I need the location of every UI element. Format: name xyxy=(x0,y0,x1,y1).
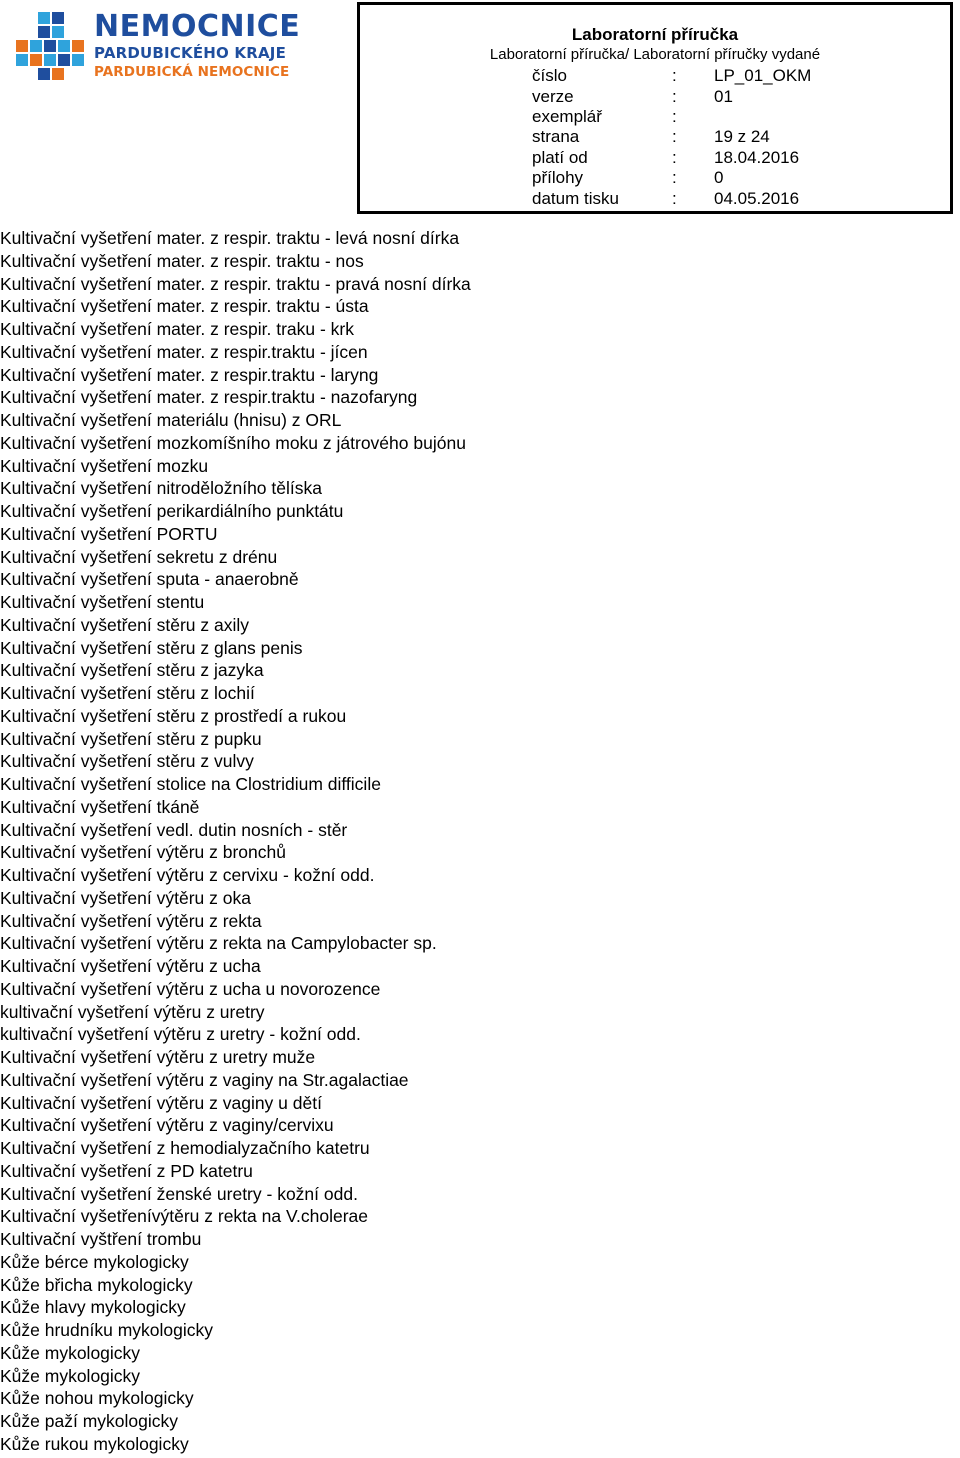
list-item: Kultivační vyšetření stěru z prostředí a rukou xyxy=(0,705,347,726)
list-item: Kultivační vyšetření stěru z axily xyxy=(0,614,249,635)
list-item: Kultivační vyšetření perikardiálního punktátu xyxy=(0,501,344,521)
list-item: Kultivační vyšetření stěru z lochií xyxy=(0,683,255,703)
list-item: Kultivační vyšetření výtěru z cervixu - kožní odd. xyxy=(0,865,375,885)
list-item: Kultivační vyšetření stěru z glans penis xyxy=(0,637,303,658)
list-item: Kultivační vyšetření mater. z respir.traktu - nazofaryng xyxy=(0,387,418,408)
list-item: Kůže hrudníku mykologicky xyxy=(0,1320,214,1340)
list-item: Kultivační vyšetření stentu xyxy=(0,592,205,612)
list-item: Kůže mykologicky xyxy=(0,1342,141,1363)
header-row-separator: : xyxy=(672,107,677,126)
list-item: Kultivační vyšetření materiálu (hnisu) z ORL xyxy=(0,410,342,430)
list-item: Kultivační vyšetření stěru z vulvy xyxy=(0,751,254,772)
header-row-value: 01 xyxy=(714,87,733,106)
list-item: Kultivační vyšetření z hemodialyzačního katetru xyxy=(0,1138,370,1158)
list-item: Kultivační vyšetření mater. z respir.traktu - jícen xyxy=(0,341,368,362)
header-row-separator: : xyxy=(672,148,677,167)
list-item: Kultivační vyšetření stěru z pupku xyxy=(0,728,262,749)
header-row-value: 0 xyxy=(714,168,724,187)
header-row-value: 04.05.2016 xyxy=(714,189,800,208)
header-subtitle: Laboratorní příručka/ Laboratorní příručky vydané xyxy=(489,46,821,63)
list-item: Kultivační vyšetření PORTU xyxy=(0,523,218,544)
list-item: Kultivační vyšetření výtěru z bronchů xyxy=(0,842,286,863)
header-row-value: 19 z 24 xyxy=(714,127,770,146)
list-item: Kůže paží mykologicky xyxy=(0,1411,178,1431)
list-item: Kultivační vyšetření výtěru z vaginy u dětí xyxy=(0,1092,322,1113)
logo-text xyxy=(94,10,300,81)
list-item: Kultivační vyštření trombu xyxy=(0,1229,202,1249)
list-item: Kultivační vyšetření ženské uretry - kožní odd. xyxy=(0,1183,358,1204)
logo-line-3: PARDUBICKÁ NEMOCNICE xyxy=(94,64,290,80)
list-item: Kultivační vyšetření z PD katetru xyxy=(0,1160,253,1181)
header-row-separator: : xyxy=(672,127,677,146)
header-row-label: datum tisku xyxy=(532,189,619,208)
header-row-label: číslo xyxy=(532,66,567,85)
list-item: Kultivační vyšetření tkáně xyxy=(0,796,200,817)
list-item: Kultivační vyšetření mater. z respir. traktu - levá nosní dírka xyxy=(0,228,460,248)
list-item: Kultivační vyšetřenívýtěru z rekta na V.cholerae xyxy=(0,1206,369,1227)
list-item: Kultivační vyšetření mater. z respir.traktu - laryng xyxy=(0,364,379,385)
list-item: Kultivační vyšetření mozkomíšního moku z játrového bujónu xyxy=(0,432,466,453)
list-item: Kultivační vyšetření výtěru z ucha xyxy=(0,956,261,976)
header-row-separator: : xyxy=(672,66,677,85)
list-item: kultivační vyšetření výtěru z uretry - kožní odd. xyxy=(0,1024,361,1045)
header-row-label: verze xyxy=(532,87,574,106)
list-item: Kultivační vyšetření stěru z jazyka xyxy=(0,660,264,681)
header-title: Laboratorní příručka xyxy=(571,25,739,44)
list-item: Kultivační vyšetření mozku xyxy=(0,455,209,476)
document-header-box xyxy=(357,2,953,214)
list-item: Kůže rukou mykologicky xyxy=(0,1433,189,1454)
list-item: Kultivační vyšetření mater. z respir. traktu - pravá nosní dírka xyxy=(0,273,471,294)
list-item: Kultivační vyšetření sekretu z drénu xyxy=(0,546,278,567)
list-item: Kultivační vyšetření nitroděložního tělíska xyxy=(0,478,322,499)
list-item: Kůže mykologicky xyxy=(0,1365,141,1386)
list-item: Kultivační vyšetření výtěru z rekta na Campylobacter sp. xyxy=(0,933,437,954)
list-item: Kultivační vyšetření mater. z respir. traku - krk xyxy=(0,319,354,339)
header-row-label: exemplář xyxy=(532,107,602,126)
list-item: Kultivační vyšetření výtěru z oka xyxy=(0,887,251,908)
header-row-label: přílohy xyxy=(532,168,584,187)
header-row-label: strana xyxy=(532,127,580,146)
list-item: Kultivační vyšetření výtěru z vaginy na Str.agalactiae xyxy=(0,1069,409,1090)
list-item: kultivační vyšetření výtěru z uretry xyxy=(0,1001,265,1022)
list-item: Kultivační vyšetření sputa - anaerobně xyxy=(0,569,299,590)
header-row-separator: : xyxy=(672,87,677,106)
list-item: Kůže nohou mykologicky xyxy=(0,1388,194,1409)
header-row-separator: : xyxy=(672,168,677,187)
logo-line-1: NEMOCNICE xyxy=(94,9,301,44)
list-item: Kůže hlavy mykologicky xyxy=(0,1297,186,1318)
header-row-value: 18.04.2016 xyxy=(714,148,800,167)
hospital-cross-logo-icon xyxy=(12,10,88,82)
logo-line-2: PARDUBICKÉHO KRAJE xyxy=(94,44,287,62)
list-item: Kultivační vyšetření výtěru z rekta xyxy=(0,910,262,931)
list-item: Kultivační vyšetření výtěru z ucha u novorozence xyxy=(0,978,381,999)
list-item: Kultivační vyšetření vedl. dutin nosních - stěr xyxy=(0,819,348,840)
examination-list xyxy=(0,227,471,1456)
list-item: Kůže bérce mykologicky xyxy=(0,1251,189,1272)
list-item: Kultivační vyšetření mater. z respir. traktu - nos xyxy=(0,250,364,271)
header-row-label: platí od xyxy=(532,148,588,167)
list-item: Kůže břicha mykologicky xyxy=(0,1274,193,1295)
header-row-separator: : xyxy=(672,189,677,208)
list-item: Kultivační vyšetření výtěru z vaginy/cervixu xyxy=(0,1115,334,1136)
header-row-value: LP_01_OKM xyxy=(714,66,812,85)
list-item: Kultivační vyšetření výtěru z uretry muže xyxy=(0,1047,316,1067)
list-item: Kultivační vyšetření mater. z respir. traktu - ústa xyxy=(0,296,369,317)
list-item: Kultivační vyšetření stolice na Clostridium difficile xyxy=(0,774,381,794)
hospital-logo xyxy=(8,8,301,84)
